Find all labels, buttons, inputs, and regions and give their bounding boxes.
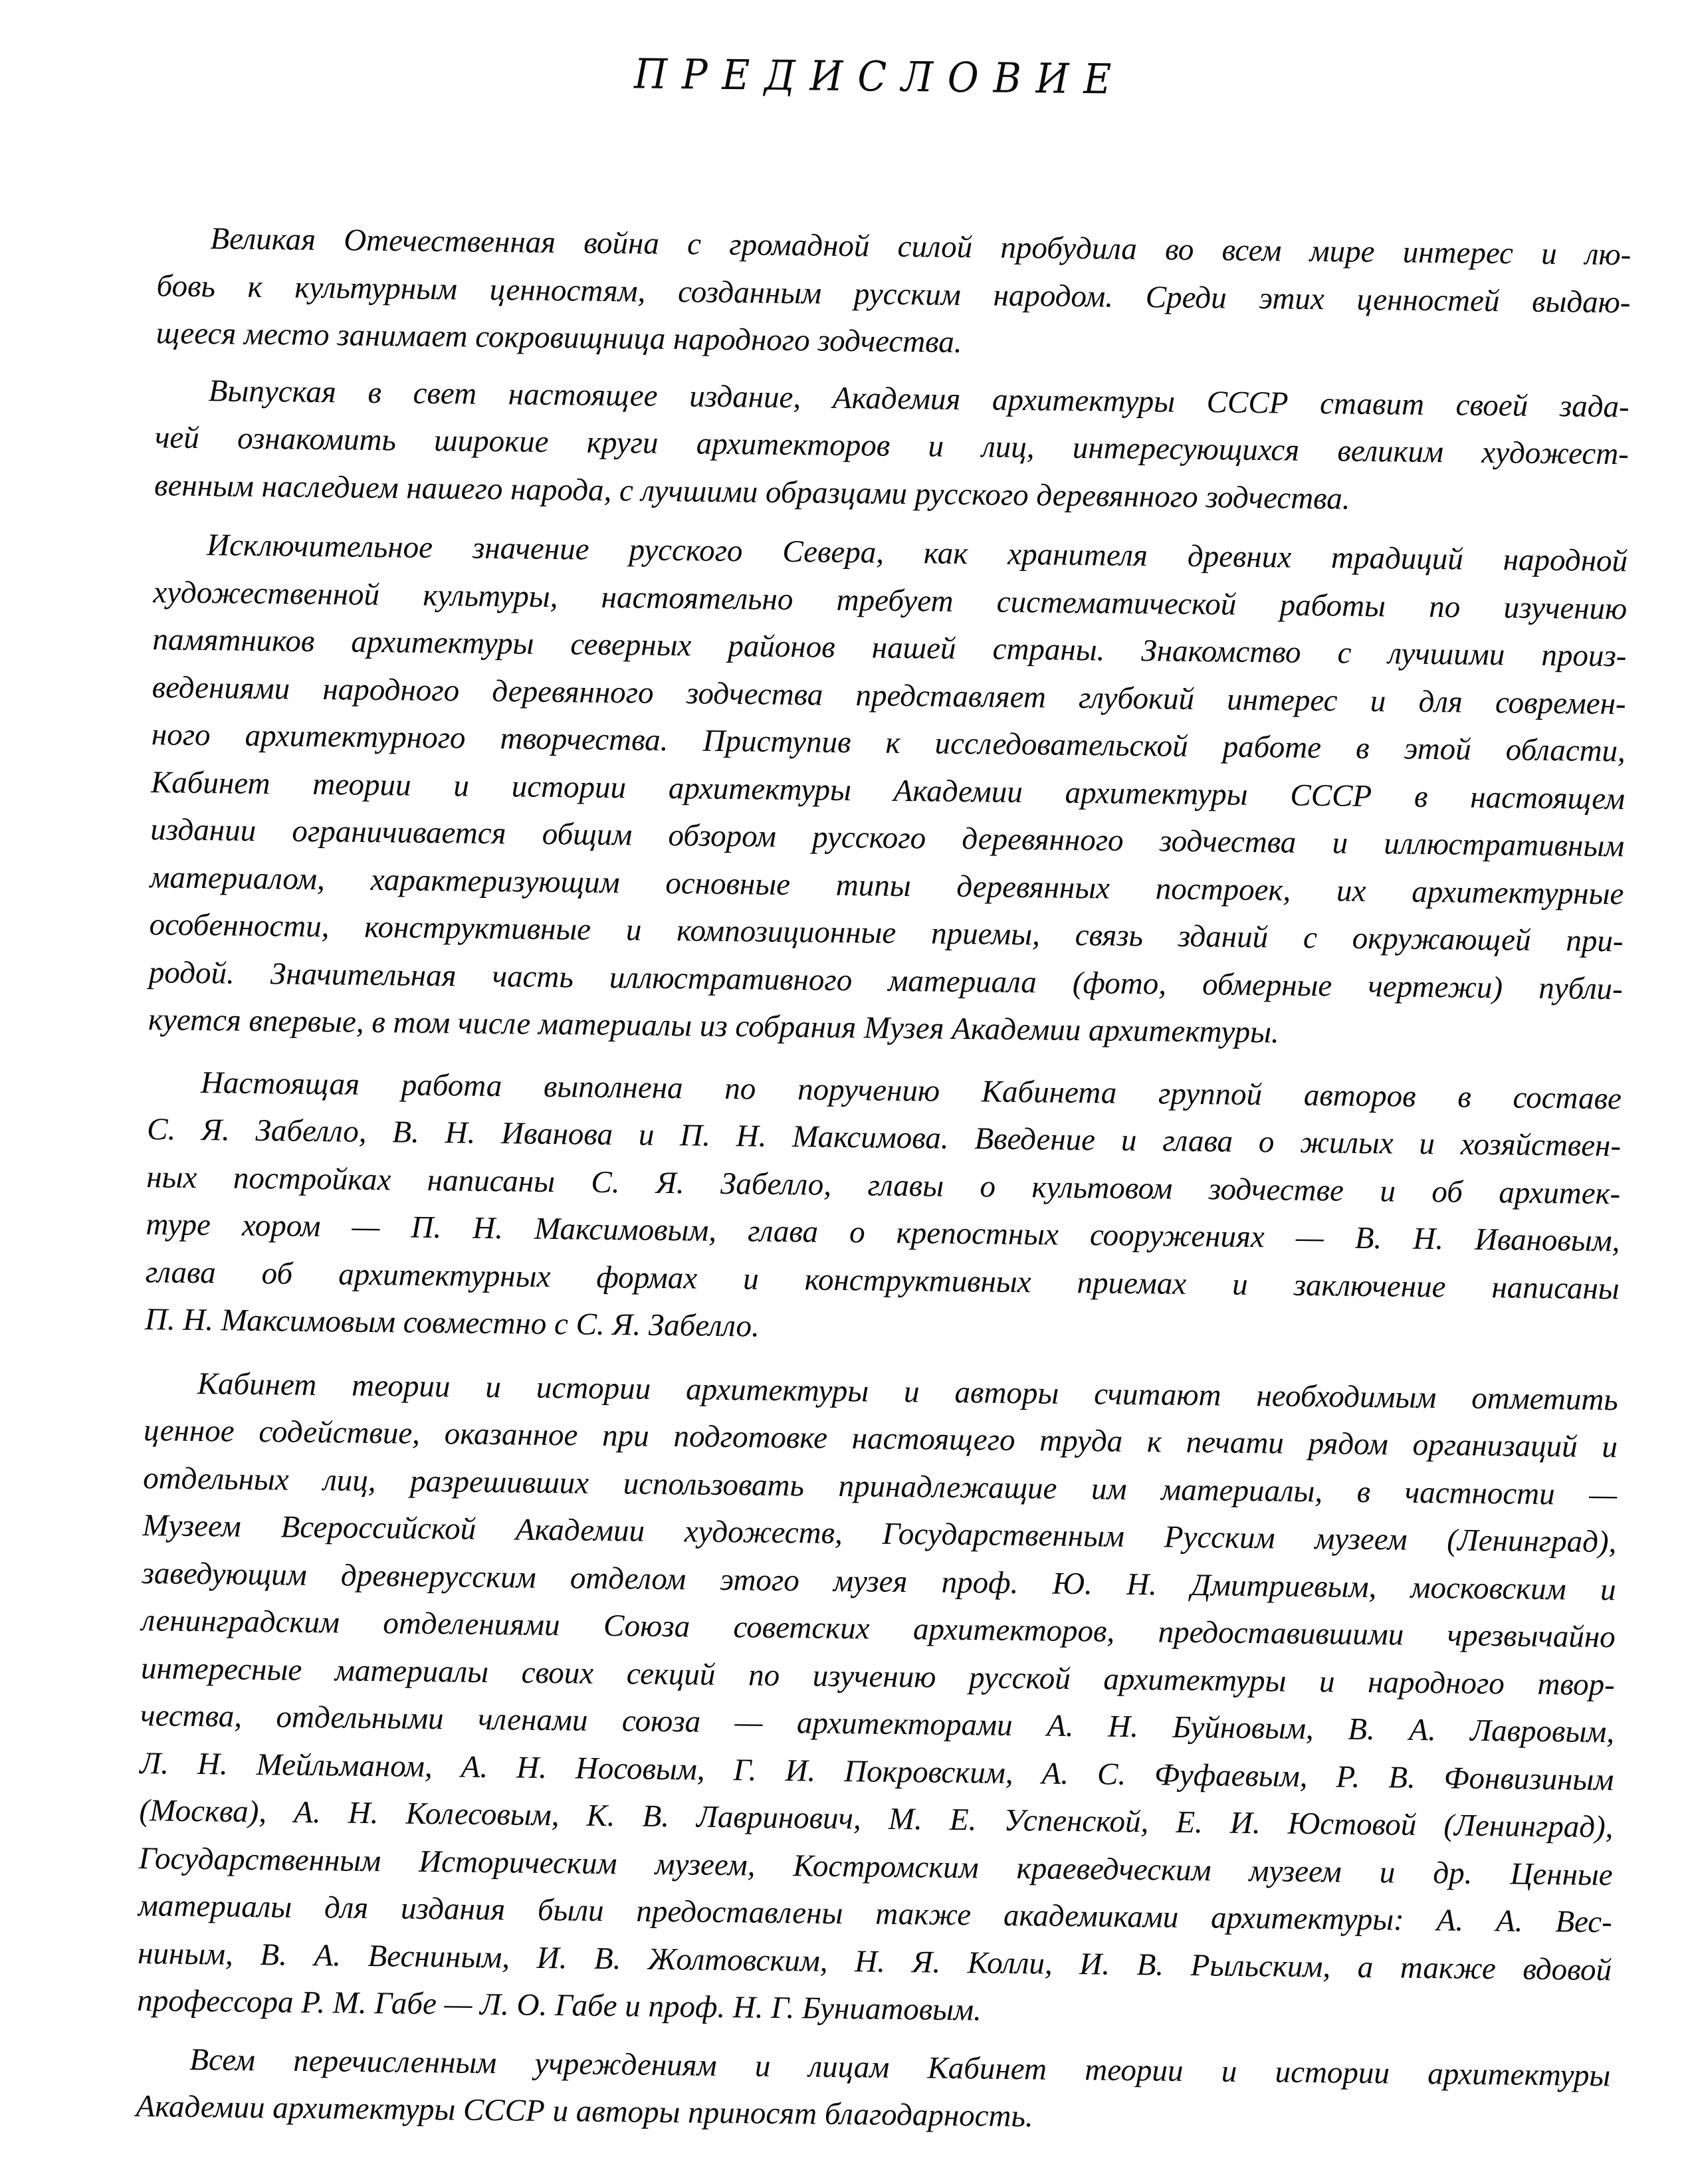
paragraph-line: особенности, конструктивные и композиционные приемы, связь зданий с окружающей при- [149, 907, 1624, 959]
paragraph-line: профессора Р. М. Габе — Л. О. Габе и проф. Н. Г. Буниатовым. [137, 1983, 982, 2028]
paragraph-line: Государственным Историческим музеем, Костромским краеведческим музеем и др. Ценные [138, 1840, 1613, 1892]
paragraph-line: заведующим древнерусским отделом этого музея проф. Ю. Н. Дмитриевым, московским и [142, 1555, 1616, 1607]
paragraph-line: ведениями народного деревянного зодчества представляет глубокий интерес и для современ- [152, 669, 1626, 721]
paragraph-line: ниным, В. А. Весниным, И. В. Жолтовским, Н. Я. Колли, И. В. Рыльским, а также вдовой [137, 1935, 1612, 1987]
paragraph-line: щееся место занимает сокровищница народного зодчества. [156, 316, 962, 360]
paragraph-line: издании ограничивается общим обзором русского деревянного зодчества и иллюстративным [150, 812, 1625, 864]
paragraph-line: ного архитектурного творчества. Приступив к исследовательской работе в этой области, [151, 717, 1626, 769]
paragraph-line: чей ознакомить широкие круги архитекторов и лиц, интересующихся великим художест- [154, 420, 1630, 472]
paragraph-line: материалы для издания были предоставлены также академиками архитектуры: А. А. Вес- [138, 1888, 1613, 1940]
paragraph-line: материалом, характеризующим основные типы деревянных построек, их архитектурные [150, 859, 1624, 911]
paragraph-line: С. Я. Забелло, В. Н. Иванова и П. Н. Максимова. Введение и глава о жилых и хозяйствен- [146, 1112, 1622, 1164]
paragraph-line: ценное содействие, оказанное при подготовке настоящего труда к печати рядом организаций и [143, 1413, 1618, 1465]
paragraph-line: глава об архитектурных формах и конструктивных приемах и заключение написаны [145, 1254, 1620, 1306]
paragraph-line: интересные материалы своих секций по изучению русской архитектуры и народного твор- [140, 1650, 1616, 1702]
paragraph-line: ленинградским отделениями Союза советских архитекторов, предоставившими чрезвычайно [141, 1603, 1616, 1655]
paragraph-line: туре хором — П. Н. Максимовым, глава о крепостных сооружениях — В. Н. Ивановым, [146, 1207, 1620, 1259]
paragraph-line: П. Н. Максимовым совместно с С. Я. Забелло. [144, 1302, 760, 1344]
paragraph-line: отдельных лиц, разрешивших использовать принадлежащие им материалы, в частности — [142, 1460, 1618, 1512]
paragraph-line: бовь к культурным ценностям, созданным русским народом. Среди этих ценностей выдаю- [156, 268, 1631, 320]
paragraph-first-line: Настоящая работа выполнена по поручению Кабинета группой авторов в составе [200, 1065, 1622, 1116]
paragraph-line: Л. Н. Мейльманом, А. Н. Носовым, Г. И. Покровским, А. С. Фуфаевым, Р. В. Фонвизиным [140, 1745, 1614, 1797]
paragraph-first-line: Всем перечисленным учреждениям и лицам Кабинет теории и истории архитектуры [189, 2042, 1611, 2093]
paragraph-first-line: Кабинет теории и истории архитектуры и авторы считают необходимым отметить [197, 1366, 1619, 1417]
paragraph-line: венным наследием нашего народа, с лучшими образцами русского деревянного зодчества. [154, 467, 1350, 516]
paragraph-line: чества, отдельными членами союза — архитекторами А. Н. Буйновым, В. А. Лавровым, [140, 1698, 1615, 1750]
paragraph-line: художественной культуры, настоятельно требует систематической работы по изучению [153, 574, 1628, 626]
paragraph-line: (Москва), А. Н. Колесовым, К. В. Лавринович, М. Е. Успенской, Е. И. Юстовой (Ленинград), [139, 1793, 1614, 1845]
paragraph-line: Кабинет теории и истории архитектуры Академии архитектуры СССР в настоящем [150, 764, 1626, 816]
page-title: ПРЕДИСЛОВИЕ [633, 49, 1126, 104]
paragraph-line: куется впервые, в том числе материалы из собрания Музея Академии архитектуры. [148, 1002, 1279, 1050]
paragraph-first-line: Выпуская в свет настоящее издание, Академия архитектуры СССР ставит своей зада- [208, 373, 1630, 424]
paragraph-line: ных постройках написаны С. Я. Забелло, главы о культовом зодчестве и об архитек- [146, 1159, 1621, 1211]
paragraph-line: Академии архитектуры СССР и авторы приносят благодарность. [136, 2089, 1033, 2134]
paragraph-line: памятников архитектуры северных районов нашей страны. Знакомство с лучшими произ- [152, 622, 1627, 674]
paragraph-line: Музеем Всероссийской Академии художеств, Государственным Русским музеем (Ленинград), [142, 1508, 1617, 1560]
paragraph-first-line: Исключительное значение русского Севера, как хранителя древних традиций народной [206, 528, 1628, 579]
paragraph-line: родой. Значительная часть иллюстративного материала (фото, обмерные чертежи) публи- [148, 954, 1624, 1006]
paragraph-first-line: Великая Отечественная война с громадной силой пробудила во всем мире интерес и лю- [210, 221, 1631, 273]
